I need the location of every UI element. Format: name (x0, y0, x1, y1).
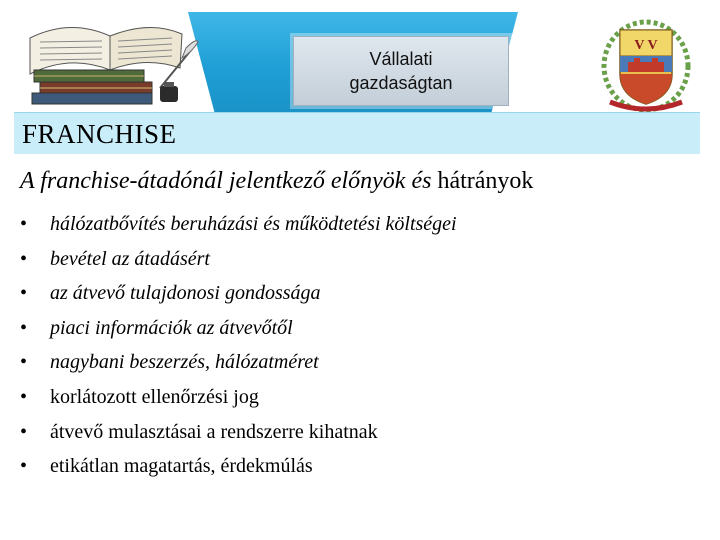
bullet-text: korlátozott ellenőrzési jog (50, 385, 259, 408)
university-crest-icon (600, 16, 692, 112)
list-item (20, 449, 457, 484)
crest-text: V V (634, 38, 658, 53)
bullet-text: piaci információk az átvevőtől (50, 316, 293, 339)
course-title-line1: Vállalati (369, 49, 433, 69)
bullet-symbol: • (20, 385, 28, 408)
list-item (20, 380, 457, 415)
bullet-symbol: • (20, 420, 28, 443)
bullet-symbol: • (20, 213, 28, 235)
bullet-symbol: • (20, 351, 28, 374)
course-title-line2: gazdaságtan (349, 73, 453, 93)
section-title: FRANCHISE (22, 119, 177, 149)
subtitle-plain-part: hátrányok (431, 168, 534, 194)
list-item (20, 311, 457, 346)
bullet-text: bevétel az átadásért (50, 247, 210, 270)
bullet-text: etikátlan magatartás, érdekmúlás (50, 455, 313, 478)
list-item (20, 345, 457, 380)
bullet-symbol: • (20, 455, 28, 478)
slide-subtitle (20, 168, 533, 195)
list-item (20, 276, 457, 311)
bullet-text: nagybani beszerzés, hálózatméret (50, 351, 319, 374)
bullet-list (20, 207, 457, 484)
bullet-symbol: • (20, 316, 28, 339)
course-title-box (293, 36, 509, 106)
bullet-text: átvevő mulasztásai a rendszerre kihatnak (50, 420, 378, 443)
bullet-symbol: • (20, 247, 28, 270)
bullet-text: az átvevő tulajdonosi gondossága (50, 282, 321, 305)
list-item (20, 207, 457, 242)
list-item (20, 242, 457, 277)
bullet-symbol: • (20, 282, 28, 305)
books-and-quill-icon (10, 8, 200, 110)
subtitle-italic-part: A franchise-átadónál jelentkező előnyök és (20, 168, 432, 194)
list-item (20, 415, 457, 450)
bullet-text: hálózatbővítés beruházási és működtetési költségei (50, 213, 457, 235)
